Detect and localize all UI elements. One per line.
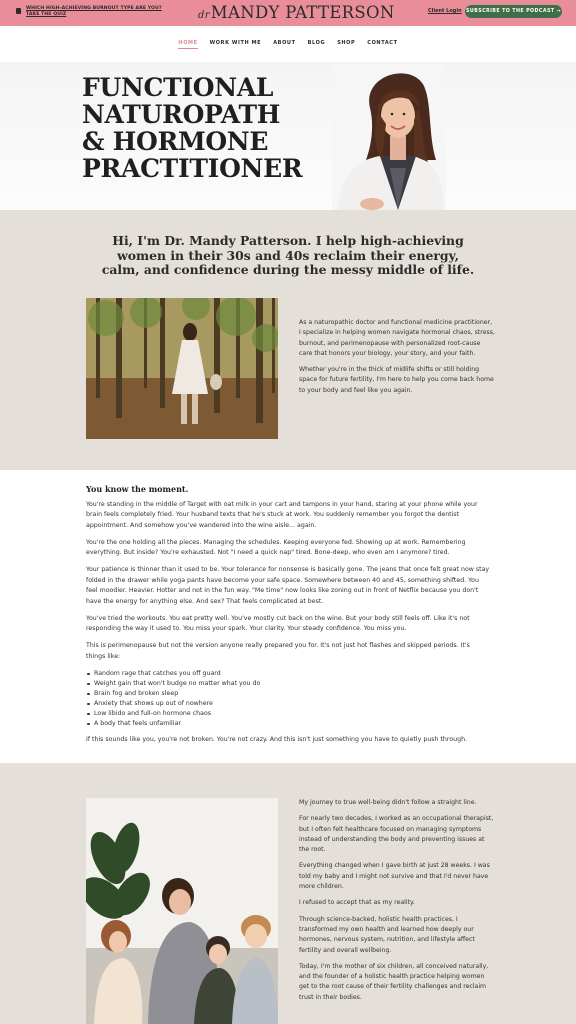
nav-contact[interactable]: CONTACT <box>367 39 398 46</box>
journey-paragraph: I refused to accept that as my reality. <box>299 899 415 907</box>
intro-copy <box>299 318 495 402</box>
moment-paragraph: You've tried the workouts. You eat pretty well. You've mostly cut back on the wine. But your body still feels off. Like it's not responding the way it used to. You miss your spark. Your clarity. Your steady confidence. You miss you. <box>86 614 470 632</box>
nav-work-with-me[interactable]: WORK WITH ME <box>209 39 262 46</box>
list-item: Weight gain that won't budge no matter what you do <box>86 679 491 689</box>
hero-title <box>82 74 302 182</box>
intro-headline: Hi, I'm Dr. Mandy Patterson. I help high-achieving women in their 30s and 40s reclaim their energy, calm, and confidence during the messy middle of life. <box>101 233 475 277</box>
nav-about[interactable]: ABOUT <box>273 39 296 46</box>
nav-shop[interactable]: SHOP <box>337 39 356 46</box>
hero-title-line: FUNCTIONAL <box>82 73 274 102</box>
moment-paragraph: You're the one holding all the pieces. Managing the schedules. Keeping everyone fed. Showing up at work. Remembering everything. But inside? You're exhausted. Not "I need a quick nap" tired. Bone-deep, who even am I anymore? tired. <box>86 538 466 556</box>
moment-paragraph: You're standing in the middle of Target with oat milk in your cart and tampons in your hand, staring at your phone while your brain feels completely fried. Your husband texts that he's stuck at work. You suddenly remember you forgot the dentist appointment. And somehow you've wandered into the wine aisle... again. <box>86 500 478 529</box>
list-item: Random rage that catches you off guard <box>86 669 491 679</box>
intro-paragraph: Whether you're in the thick of midlife shifts or still holding space for future fertility, I'm here to help you come back home to your body and feel like you again. <box>299 366 494 394</box>
logo-name: MANDY PATTERSON <box>210 3 395 22</box>
clipboard-icon <box>16 8 21 14</box>
hero-section <box>0 62 576 210</box>
list-item: Brain fog and broken sleep <box>86 689 491 699</box>
journey-paragraph: Everything changed when I gave birth at just 28 weeks. I was told my baby and I might not survive and that I'd never have more children. <box>299 862 490 891</box>
nav-home[interactable]: HOME <box>178 40 197 49</box>
subscribe-podcast-button[interactable]: SUBSCRIBE TO THE PODCAST → <box>465 5 562 18</box>
portrait-photo <box>332 64 446 210</box>
moment-paragraph: If this sounds like you, you're not broken. You're not crazy. And this isn't just something you have to quietly push through. <box>86 736 468 743</box>
hero-title-line: & HORMONE <box>82 127 269 156</box>
list-item: Low libido and full-on hormone chaos <box>86 709 491 719</box>
moment-content <box>86 484 491 752</box>
logo-prefix: dr <box>198 10 210 21</box>
hero-title-line: NATUROPATH <box>82 100 281 129</box>
journey-copy <box>299 798 495 1009</box>
list-item: Anxiety that shows up out of nowhere <box>86 699 491 709</box>
main-nav <box>0 26 576 62</box>
journey-paragraph: For nearly two decades, I worked as an occupational therapist, but I often felt healthcare focused on managing symptoms instead of understanding the body and preventing issues at the root. <box>299 815 494 854</box>
announcement-bar <box>0 0 576 26</box>
quiz-link-text[interactable]: WHICH HIGH-ACHIEVING BURNOUT TYPE ARE YOU? TAKE THE QUIZ <box>26 6 162 17</box>
intro-section <box>0 210 576 470</box>
journey-paragraph: Today, I'm the mother of six children, all conceived naturally, and the founder of a holistic health practice helping women get to the root cause of their fertility challenges and reclaim trust in their bodies. <box>299 962 489 1001</box>
family-photo <box>86 798 278 1024</box>
nav-blog[interactable]: BLOG <box>307 39 326 46</box>
symptom-list <box>86 669 491 729</box>
moment-paragraph: This is perimenopause but not the version anyone really prepared you for. It's not just hot flashes and skipped periods. It's things like: <box>86 642 470 660</box>
journey-section <box>0 763 576 1024</box>
quiz-link[interactable] <box>16 6 166 18</box>
hero-title-line: PRACTITIONER <box>82 154 303 183</box>
forest-walk-photo <box>86 298 278 439</box>
site-logo[interactable] <box>198 3 395 22</box>
journey-paragraph: My journey to true well-being didn't follow a straight line. <box>299 799 477 806</box>
moment-section <box>0 470 576 763</box>
intro-paragraph: As a naturopathic doctor and functional medicine practitioner, I specialize in helping women navigate hormonal chaos, stress, burnout, and perimenopause with personalized root-cause care that honors your biology, your story, and your faith. <box>299 319 495 357</box>
journey-paragraph: Through science-backed, holistic health practices, I transformed my own health and learned how deeply our hormones, nervous system, nutrition, and lifestyle affect fertility and overall wellbeing. <box>299 915 475 954</box>
moment-paragraph: Your patience is thinner than it used to be. Your tolerance for nonsense is basically gone. The jeans that once felt great now stay folded in the drawer while yoga pants have become your safe space. Somewhere between 40 and 45, something shifted. You feel moodier. Heavier. Hotter and not in the fun way. "Me time" now looks like zoning out in front of Netflix because you don't have the energy for anything else. And sex? That feels complicated at best. <box>86 566 490 605</box>
client-login-link[interactable]: Client Login <box>428 8 462 14</box>
moment-title: You know the moment. <box>86 484 189 494</box>
list-item: A body that feels unfamiliar <box>86 719 491 729</box>
